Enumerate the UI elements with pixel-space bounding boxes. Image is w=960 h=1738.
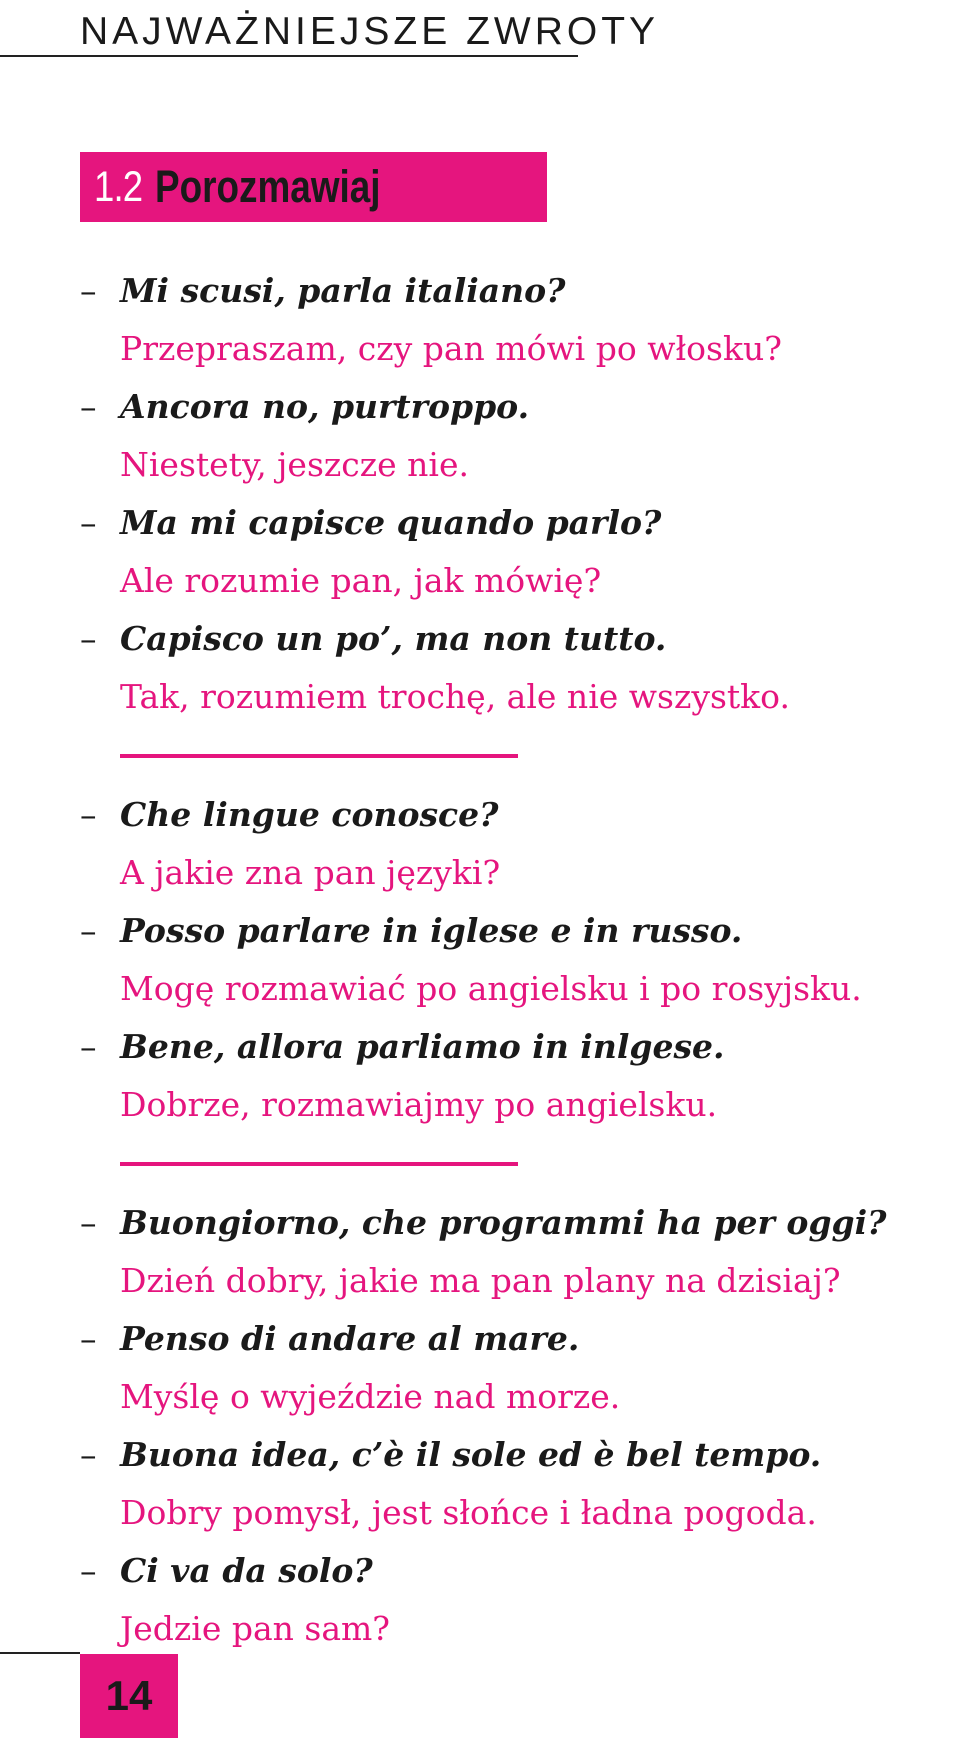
dash: – — [80, 1027, 97, 1066]
polish-translation: Tak, rozumiem trochę, ale nie wszystko. — [120, 677, 790, 716]
italian-text: Penso di andare al mare. — [120, 1319, 580, 1358]
dash: – — [80, 503, 97, 542]
dialogue-block — [80, 1194, 950, 1658]
dialogue-block — [80, 262, 950, 726]
italian-text: Ancora no, purtroppo. — [120, 387, 530, 426]
italian-phrase — [80, 1426, 950, 1484]
dash: – — [80, 271, 97, 310]
dash: – — [80, 619, 97, 658]
dash: – — [80, 1551, 97, 1590]
section-heading — [80, 152, 547, 222]
phrase-pair — [80, 1310, 950, 1426]
dash: – — [80, 795, 97, 834]
dialogue-separator — [80, 726, 950, 786]
phrase-pair — [80, 1542, 950, 1658]
italian-text: Buona idea, c’è il sole ed è bel tempo. — [120, 1435, 822, 1474]
phrase-pair — [80, 1018, 950, 1134]
phrase-pair — [80, 494, 950, 610]
dialogue-separator — [80, 1134, 950, 1194]
polish-translation: Myślę o wyjeździe nad morze. — [120, 1377, 621, 1416]
italian-phrase — [80, 378, 950, 436]
phrase-pair — [80, 1426, 950, 1542]
italian-text: Bene, allora parliamo in inlgese. — [120, 1027, 725, 1066]
polish-translation: Mogę rozmawiać po angielsku i po rosyjsku. — [120, 969, 862, 1008]
italian-phrase — [80, 1194, 950, 1252]
italian-text: Ci va da solo? — [120, 1551, 373, 1590]
italian-phrase — [80, 786, 950, 844]
phrase-pair — [80, 1194, 950, 1310]
section-number: 1.2 — [94, 162, 143, 211]
italian-phrase — [80, 902, 950, 960]
running-header: NAJWAŻNIEJSZE ZWROTY — [80, 10, 660, 53]
polish-translation: Dobry pomysł, jest słońce i ładna pogoda. — [120, 1493, 817, 1532]
phrase-pair — [80, 786, 950, 902]
italian-text: Ma mi capisce quando parlo? — [120, 503, 662, 542]
italian-text: Posso parlare in iglese e in russo. — [120, 911, 743, 950]
phrase-pair — [80, 262, 950, 378]
dialogue-block — [80, 786, 950, 1134]
polish-translation: Ale rozumie pan, jak mówię? — [120, 561, 602, 600]
section-title: Porozmawiaj — [154, 161, 381, 212]
italian-text: Che lingue conosce? — [120, 795, 499, 834]
separator-rule — [120, 1162, 518, 1166]
polish-translation: Przepraszam, czy pan mówi po włosku? — [120, 329, 782, 368]
separator-rule — [120, 754, 518, 758]
dash: – — [80, 387, 97, 426]
italian-phrase — [80, 262, 950, 320]
phrase-pair — [80, 610, 950, 726]
italian-phrase — [80, 1310, 950, 1368]
dialogue-list — [80, 262, 950, 1658]
italian-text: Buongiorno, che programmi ha per oggi? — [120, 1203, 887, 1242]
polish-translation: Niestety, jeszcze nie. — [120, 445, 469, 484]
italian-phrase — [80, 1018, 950, 1076]
phrase-pair — [80, 378, 950, 494]
italian-phrase — [80, 1542, 950, 1600]
polish-translation: A jakie zna pan języki? — [120, 853, 501, 892]
dash: – — [80, 1435, 97, 1474]
italian-phrase — [80, 494, 950, 552]
polish-translation: Dobrze, rozmawiajmy po angielsku. — [120, 1085, 718, 1124]
footer-rule — [0, 1652, 80, 1654]
dash: – — [80, 1203, 97, 1242]
polish-translation: Jedzie pan sam? — [120, 1609, 390, 1648]
dash: – — [80, 911, 97, 950]
header-rule — [0, 55, 578, 57]
polish-translation: Dzień dobry, jakie ma pan plany na dzisiaj? — [120, 1261, 841, 1300]
dash: – — [80, 1319, 97, 1358]
italian-text: Capisco un po’, ma non tutto. — [120, 619, 667, 658]
phrase-pair — [80, 902, 950, 1018]
italian-phrase — [80, 610, 950, 668]
page-number: 14 — [80, 1654, 178, 1738]
italian-text: Mi scusi, parla italiano? — [120, 271, 566, 310]
